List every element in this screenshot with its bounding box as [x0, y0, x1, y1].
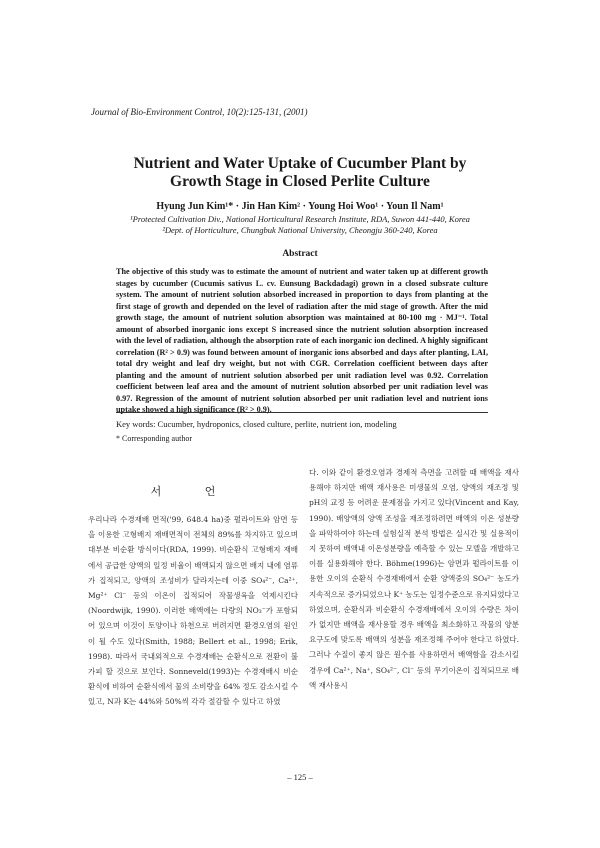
section-heading-introduction: 서 언: [150, 485, 236, 498]
corresponding-author-note: * Corresponding author: [116, 434, 192, 443]
body-text-right-column: 다. 이와 같이 환경오염과 경제적 측면을 고려할 때 배액을 재사용해야 하지만 배액 재사용은 미생물의 오염, 양액의 재조정 및 pH의 교정 등 어려운 문제점을 가지고 있다(Vincent and Kay, 1990). 배양액의 양액 조성을 재조정하려면 배액의 이온 성분량을 파악하여야 하는데 실험실적 분석 방법은 실시간 및 실용적이지 못하여 배액내 이온성분량을 예측할 수 있는 모델을 개발하고 이를 실용화해야 한다. Böhme(1996)는 암면과 펄라이트를 이용한 오이의 순환식 수경재배에서 순환 양액중의 SO₄²⁻ 농도가 지속적으로 증가되었으나 K⁺ 농도는 일정수준으로 유지되었다고 하였으며, 순환식과 비순환식 수경재배에서 오이의 수량은 차이가 없지만 배액을 재사용할 경우 배액을 최소화하고 작물의 양분요구도에 맞도록 배액의 성분을 재조정해 주어야 한다고 하였다. 그러나 수질이 좋지 않은 원수를 사용하면서 배액함을 감소시킬 경우에 Ca²⁺, Na⁺, SO₄²⁻, Cl⁻ 등의 무기이온이 집적되므로 배액 재사용시: [309, 468, 519, 690]
authors: Hyung Jun Kim¹* · Jin Han Kim² · Young Hoi Woo¹ · Youn Il Nam¹: [156, 201, 444, 212]
affiliation-1: ¹Protected Cultivation Div., National Horticultural Research Institute, RDA, Suwon 441-440, Korea: [130, 214, 470, 224]
keywords: Key words: Cucumber, hydroponics, closed culture, perlite, nutrient ion, modeling: [116, 419, 397, 429]
abstract-text: The objective of this study was to estimate the amount of nutrient and water taken up at different growth stages by cucumber (Cucumis sativus L. cv. Eunsung Backdadagi) grown in a closed subsrate culture system. The amount of nutrient solution absorbed increased in proportion to days from planting at the first stage of growth and depended on the level of radiation after the mid stage of growth. After the mid growth stage, the amount of nutrient solution absorption was maintained at 80-100 mg · MJ⁻¹. Total amount of absorbed inorganic ions except S increased since the nutrient solution absorption increased with the level of radiation, although the absorption rate of each inorganic ion declined. A highly significant correlation (R² > 0.9) was found between amount of inorganic ions absorbed and days after planting, LAI, total dry weight and leaf dry weight, but not with CGR. Correlation coefficient between days after planting and the amount of nutrient solution absorbed per unit radiation level was 0.92. Correlation coefficient between leaf area and the amount of nutrient solution absorbed per unit radiation level was 0.97. Regression of the amount of nutrient solution absorbed per unit radiation level and nutrient ions uptake showed a high significance (R² > 0.9).: [116, 267, 488, 414]
divider: [116, 412, 488, 413]
title-line-1: Nutrient and Water Uptake of Cucumber Plant by: [133, 155, 467, 172]
body-text-left-column: 우리나라 수경재배 면적('99, 648.4 ha)중 펄라이트와 암면 등을 이용한 고형배지 재배면적이 전체의 89%를 차지하고 있으며 대부분 비순환 방식이다(RDA, 1999). 비순환식 고형배지 재배에서 공급한 양액의 일정 비율이 배액되지 않으면 배지 내에 염류가 집적되고, 양액의 조성비가 달라지는데 이중 SO₄²⁻, Ca²⁺, Mg²⁺ Cl⁻ 등의 이온이 집적되어 작물생육을 억제시킨다(Noordwijk, 1990). 이러한 배액에는 다량의 NO₃⁻가 포함되어 있으며 이것이 토양이나 하천으로 버려지면 환경오염의 원인이 될 수도 있다(Smith, 1988; Bellert et al., 1998; Erik, 1998). 따라서 국내외적으로 수경재배는 순환식으로 전환이 불가피 할 것으로 보인다. Sonneveld(1993)는 수경재배시 비순환식에 비하여 순환식에서 물의 소비량을 64% 정도 감소시킬 수 있고, N과 K는 44%와 50%씩 각각 절감할 수 있다고 하였: [88, 515, 298, 707]
title-line-2: Growth Stage in Closed Perlite Culture: [170, 173, 430, 190]
page-number: – 125 –: [287, 772, 313, 782]
affiliations: [60, 214, 540, 236]
paper-title: [60, 155, 540, 191]
abstract-heading: Abstract: [282, 249, 318, 259]
affiliation-2: ²Dept. of Horticulture, Chungbuk National University, Cheongju 360-240, Korea: [162, 225, 438, 235]
journal-citation: Journal of Bio-Environment Control, 10(2):125-131, (2001): [91, 107, 308, 117]
